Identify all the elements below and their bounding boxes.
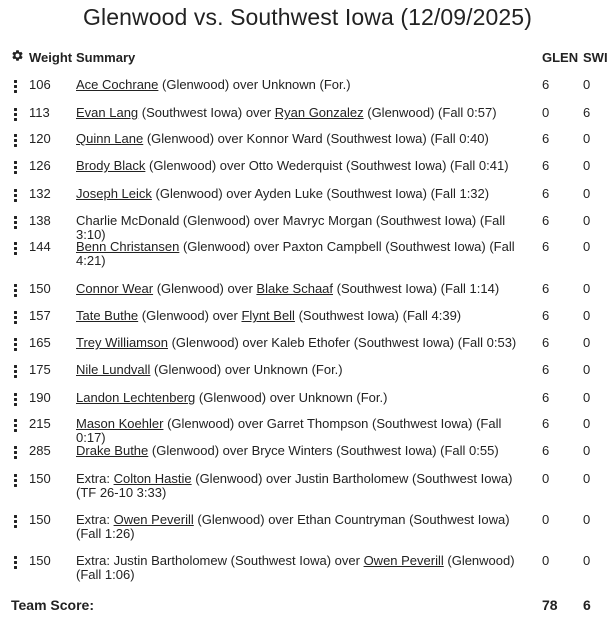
summary-text: (Glenwood) (Fall 1:06) — [76, 553, 515, 582]
summary-text: (Glenwood) over Unknown (For.) — [195, 390, 388, 405]
row-menu-icon[interactable] — [14, 79, 18, 93]
summary-column-header: Summary — [76, 50, 136, 65]
wrestler-link[interactable]: Joseph Leick — [76, 186, 152, 201]
summary-cell — [76, 132, 534, 146]
summary-cell — [76, 240, 534, 268]
team-score-swi: 6 — [583, 597, 591, 613]
glen-score-cell: 6 — [542, 281, 550, 296]
weight-cell: 157 — [29, 308, 51, 323]
swi-score-cell: 0 — [583, 281, 591, 296]
summary-text: Charlie McDonald (Glenwood) over Mavryc Morgan (Southwest Iowa) (Fall 3:10) — [76, 213, 506, 242]
weight-cell: 165 — [29, 335, 51, 350]
team-score-glen: 78 — [542, 597, 558, 613]
swi-score-cell: 0 — [583, 186, 591, 201]
weight-cell: 190 — [29, 390, 51, 405]
summary-text: (Glenwood) over Kaleb Ethofer (Southwest Iowa) (Fall 0:53) — [167, 335, 517, 350]
glen-score-cell: 0 — [542, 105, 550, 120]
glen-column-header: GLEN — [542, 50, 579, 65]
swi-score-cell: 0 — [583, 308, 591, 323]
weight-cell: 150 — [29, 471, 51, 486]
swi-score-cell: 0 — [583, 443, 591, 458]
wrestler-link[interactable]: Blake Schaaf — [256, 281, 334, 296]
swi-column-header: SWI — [583, 50, 608, 65]
wrestler-link[interactable]: Nile Lundvall — [76, 362, 151, 377]
weight-cell: 150 — [29, 553, 51, 568]
summary-text: (Glenwood) over — [138, 308, 242, 323]
summary-cell — [76, 336, 534, 350]
glen-score-cell: 6 — [542, 308, 550, 323]
wrestler-link[interactable]: Landon Lechtenberg — [76, 390, 196, 405]
summary-cell — [76, 78, 534, 92]
row-menu-icon[interactable] — [14, 337, 18, 351]
weight-cell: 144 — [29, 239, 51, 254]
summary-cell — [76, 472, 534, 500]
glen-score-cell: 0 — [542, 471, 550, 486]
row-menu-icon[interactable] — [14, 392, 18, 406]
row-menu-icon[interactable] — [14, 241, 18, 255]
summary-cell — [76, 417, 534, 445]
glen-score-cell: 0 — [542, 512, 550, 527]
row-menu-icon[interactable] — [14, 133, 18, 147]
summary-cell — [76, 444, 534, 458]
wrestler-link[interactable]: Owen Peverill — [113, 512, 194, 527]
glen-score-cell: 0 — [542, 553, 550, 568]
wrestler-link[interactable]: Tate Buthe — [76, 308, 139, 323]
glen-score-cell: 6 — [542, 77, 550, 92]
row-menu-icon[interactable] — [14, 160, 18, 174]
summary-text: (Glenwood) over — [153, 281, 257, 296]
summary-text: (Glenwood) over Garret Thompson (Southwest Iowa) (Fall 0:17) — [76, 416, 502, 445]
swi-score-cell: 0 — [583, 390, 591, 405]
glen-score-cell: 6 — [542, 158, 550, 173]
swi-score-cell: 0 — [583, 213, 591, 228]
glen-score-cell: 6 — [542, 416, 550, 431]
weight-cell: 106 — [29, 77, 51, 92]
glen-score-cell: 6 — [542, 186, 550, 201]
weight-cell: 215 — [29, 416, 51, 431]
wrestler-link[interactable]: Connor Wear — [76, 281, 154, 296]
swi-score-cell: 0 — [583, 362, 591, 377]
summary-cell — [76, 513, 534, 541]
summary-text: Extra: Justin Bartholomew (Southwest Iowa) over — [76, 553, 364, 568]
summary-text: (Glenwood) over Konnor Ward (Southwest Iowa) (Fall 0:40) — [143, 131, 489, 146]
summary-text: (Glenwood) over Ayden Luke (Southwest Iowa) (Fall 1:32) — [151, 186, 490, 201]
summary-text: (Glenwood) over Ethan Countryman (Southwest Iowa) (Fall 1:26) — [76, 512, 510, 541]
summary-cell — [76, 159, 534, 173]
glen-score-cell: 6 — [542, 362, 550, 377]
swi-score-cell: 0 — [583, 158, 591, 173]
summary-text: (Glenwood) (Fall 0:57) — [363, 105, 497, 120]
glen-score-cell: 6 — [542, 390, 550, 405]
summary-cell — [76, 282, 534, 296]
summary-cell — [76, 391, 534, 405]
glen-score-cell: 6 — [542, 239, 550, 254]
row-menu-icon[interactable] — [14, 283, 18, 297]
summary-text: (Glenwood) over Paxton Campbell (Southwest Iowa) (Fall 4:21) — [76, 239, 515, 268]
wrestler-link[interactable]: Brody Black — [76, 158, 146, 173]
wrestler-link[interactable]: Owen Peverill — [363, 553, 444, 568]
summary-cell — [76, 363, 534, 377]
row-menu-icon[interactable] — [14, 107, 18, 121]
weight-cell: 126 — [29, 158, 51, 173]
wrestler-link[interactable]: Ace Cochrane — [76, 77, 159, 92]
summary-text: (Glenwood) over Bryce Winters (Southwest Iowa) (Fall 0:55) — [148, 443, 499, 458]
weight-cell: 120 — [29, 131, 51, 146]
summary-text: Extra: — [76, 512, 114, 527]
row-menu-icon[interactable] — [14, 364, 18, 378]
wrestler-link[interactable]: Flynt Bell — [241, 308, 295, 323]
wrestler-link[interactable]: Evan Lang — [76, 105, 139, 120]
row-menu-icon[interactable] — [14, 445, 18, 459]
weight-cell: 150 — [29, 281, 51, 296]
row-menu-icon[interactable] — [14, 310, 18, 324]
wrestler-link[interactable]: Ryan Gonzalez — [274, 105, 364, 120]
weight-column-header: Weight — [29, 50, 73, 65]
swi-score-cell: 0 — [583, 131, 591, 146]
summary-text: (Southwest Iowa) over — [138, 105, 275, 120]
summary-text: Extra: — [76, 471, 114, 486]
swi-score-cell: 0 — [583, 416, 591, 431]
summary-text: (Glenwood) over Unknown (For.) — [158, 77, 351, 92]
summary-cell — [76, 214, 534, 242]
wrestler-link[interactable]: Quinn Lane — [76, 131, 144, 146]
glen-score-cell: 6 — [542, 443, 550, 458]
summary-cell — [76, 554, 534, 582]
weight-cell: 285 — [29, 443, 51, 458]
wrestler-link[interactable]: Colton Hastie — [113, 471, 192, 486]
summary-cell — [76, 309, 534, 323]
swi-score-cell: 0 — [583, 553, 591, 568]
summary-text: (Southwest Iowa) (Fall 4:39) — [294, 308, 462, 323]
weight-cell: 150 — [29, 512, 51, 527]
swi-score-cell: 0 — [583, 77, 591, 92]
glen-score-cell: 6 — [542, 213, 550, 228]
wrestler-link[interactable]: Mason Koehler — [76, 416, 164, 431]
row-menu-icon[interactable] — [14, 473, 18, 487]
swi-score-cell: 6 — [583, 105, 591, 120]
wrestler-link[interactable]: Trey Williamson — [76, 335, 168, 350]
gear-icon[interactable] — [11, 49, 25, 63]
row-menu-icon[interactable] — [14, 514, 18, 528]
row-menu-icon[interactable] — [14, 215, 18, 229]
summary-cell — [76, 106, 534, 120]
swi-score-cell: 0 — [583, 239, 591, 254]
row-menu-icon[interactable] — [14, 418, 18, 432]
summary-text: (Glenwood) over Justin Bartholomew (Southwest Iowa) (TF 26-10 3:33) — [76, 471, 513, 500]
summary-text: (Southwest Iowa) (Fall 1:14) — [333, 281, 500, 296]
team-score-label: Team Score: — [11, 597, 94, 613]
wrestler-link[interactable]: Drake Buthe — [76, 443, 149, 458]
swi-score-cell: 0 — [583, 512, 591, 527]
weight-cell: 113 — [29, 105, 50, 120]
summary-cell — [76, 187, 534, 201]
summary-text: (Glenwood) over Otto Wederquist (Southwest Iowa) (Fall 0:41) — [145, 158, 509, 173]
row-menu-icon[interactable] — [14, 555, 18, 569]
weight-cell: 175 — [29, 362, 51, 377]
wrestler-link[interactable]: Benn Christansen — [76, 239, 180, 254]
swi-score-cell: 0 — [583, 335, 591, 350]
weight-cell: 132 — [29, 186, 51, 201]
page-title: Glenwood vs. Southwest Iowa (12/09/2025) — [83, 4, 532, 30]
glen-score-cell: 6 — [542, 335, 550, 350]
summary-text: (Glenwood) over Unknown (For.) — [150, 362, 343, 377]
glen-score-cell: 6 — [542, 131, 550, 146]
weight-cell: 138 — [29, 213, 51, 228]
row-menu-icon[interactable] — [14, 188, 18, 202]
swi-score-cell: 0 — [583, 471, 591, 486]
